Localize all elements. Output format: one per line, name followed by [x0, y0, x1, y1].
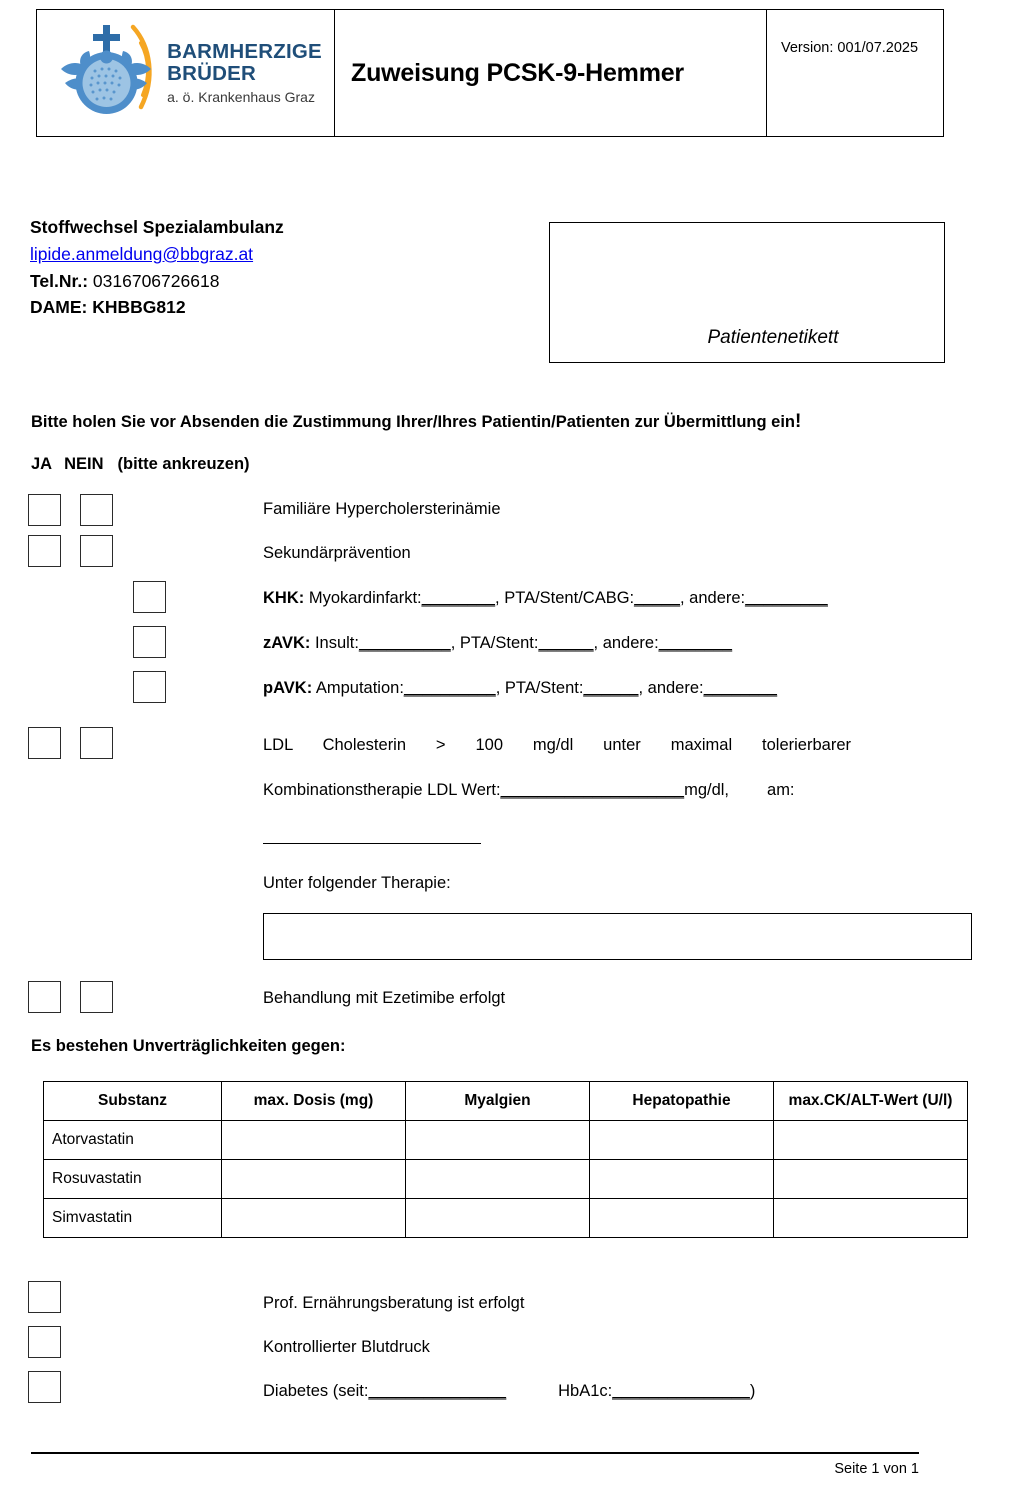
email-link[interactable]: lipide.anmeldung@bbgraz.at [30, 243, 254, 264]
checkbox-familiaere-hypercholesterinaemie-nein[interactable] [80, 494, 113, 526]
table-row [44, 1160, 968, 1199]
ldl-date-label: am: [767, 781, 795, 799]
col-header-max-ck-alt: max.CK/ALT-Wert (U/l) [774, 1082, 968, 1121]
ja-nein-header [31, 455, 250, 474]
cell-dose-simvastatin[interactable] [222, 1199, 406, 1238]
therapy-input-box[interactable] [263, 913, 972, 960]
checkbox-zavk[interactable] [133, 626, 166, 658]
footer-divider [31, 1452, 919, 1454]
cell-ck-alt-simvastatin[interactable] [774, 1199, 968, 1238]
label-pavk [263, 679, 777, 698]
pavk-rest-1: Amputation: [312, 679, 404, 697]
zavk-bold: zAVK: [263, 634, 311, 652]
footer-page-number: Seite 1 von 1 [834, 1461, 919, 1477]
zavk-rest-3: , andere: [593, 634, 659, 652]
cell-myalgien-atorvastatin[interactable] [406, 1121, 590, 1160]
col-header-myalgien: Myalgien [406, 1082, 590, 1121]
pavk-rest-2: , PTA/Stent: [495, 679, 584, 697]
dame-value: KHBBG812 [92, 297, 186, 318]
department-name: Stoffwechsel Spezialambulanz [30, 217, 284, 237]
cell-substance-rosuvastatin: Rosuvastatin [44, 1160, 222, 1199]
patient-label-caption: Patientenetikett [707, 327, 839, 348]
logo-wordmark [167, 41, 322, 104]
diabetes-close: ) [749, 1382, 756, 1400]
col-header-hepatopathie: Hepatopathie [590, 1082, 774, 1121]
contact-block [30, 214, 284, 321]
hospital-logo [55, 21, 322, 125]
pavk-bold: pAVK: [263, 679, 313, 697]
table-row [44, 1199, 968, 1238]
checkbox-diabetes[interactable] [28, 1371, 61, 1403]
header-title-cell [335, 10, 767, 136]
label-zavk [263, 634, 732, 653]
khk-rest-3: , andere: [680, 589, 746, 607]
hba1c-label: HbA1c: [558, 1382, 613, 1400]
checkbox-kontrollierter-blutdruck[interactable] [28, 1326, 61, 1358]
pavk-blank-2[interactable]: ______ [583, 679, 639, 697]
cell-hepatopathie-simvastatin[interactable] [590, 1199, 774, 1238]
label-ezetimibe: Behandlung mit Ezetimibe erfolgt [263, 989, 506, 1007]
cell-hepatopathie-atorvastatin[interactable] [590, 1121, 774, 1160]
khk-bold: KHK: [263, 589, 305, 607]
nein-label: NEIN [64, 455, 104, 473]
diabetes-seit-blank[interactable]: _______________ [368, 1382, 507, 1400]
checkbox-sekundaerpraevention-nein[interactable] [80, 535, 113, 567]
label-kontrollierter-blutdruck: Kontrollierter Blutdruck [263, 1338, 430, 1356]
khk-rest-1: Myokardinfarkt: [304, 589, 422, 607]
consent-exclamation: ! [795, 411, 802, 432]
ldl-date-blank-rule[interactable] [263, 843, 481, 844]
khk-blank-2[interactable]: _____ [634, 589, 681, 607]
table-row [44, 1121, 968, 1160]
zavk-rest-1: Insult: [310, 634, 359, 652]
logo-line-2: BRÜDER [167, 62, 256, 86]
cell-dose-rosuvastatin[interactable] [222, 1160, 406, 1199]
diabetes-pre: Diabetes (seit: [263, 1382, 369, 1400]
cell-dose-atorvastatin[interactable] [222, 1121, 406, 1160]
label-familiaere-hypercholesterinaemie: Familiäre Hypercholersterinämie [263, 500, 501, 518]
logo-line-1: BARMHERZIGE [167, 40, 322, 64]
consent-text: Bitte holen Sie vor Absenden die Zustimmung Ihrer/Ihres Patientin/Patienten zur Übermittlung ein [31, 413, 795, 431]
label-khk [263, 589, 828, 608]
cell-ck-alt-rosuvastatin[interactable] [774, 1160, 968, 1199]
checkbox-ldl-ja[interactable] [28, 727, 61, 759]
pomegranate-emblem-icon [55, 21, 163, 125]
checkbox-ezetimibe-nein[interactable] [80, 981, 113, 1013]
cell-substance-atorvastatin: Atorvastatin [44, 1121, 222, 1160]
version-text: Version: 001/07.2025 [781, 40, 919, 56]
checkbox-sekundaerpraevention-ja[interactable] [28, 535, 61, 567]
checkbox-familiaere-hypercholesterinaemie-ja[interactable] [28, 494, 61, 526]
header-version-cell [767, 10, 943, 136]
checkbox-ezetimibe-ja[interactable] [28, 981, 61, 1013]
col-header-max-dosis: max. Dosis (mg) [222, 1082, 406, 1121]
label-diabetes [263, 1382, 755, 1401]
form-title: Zuweisung PCSK-9-Hemmer [351, 58, 684, 87]
cell-ck-alt-atorvastatin[interactable] [774, 1121, 968, 1160]
ankreuzen-hint: (bitte ankreuzen) [117, 455, 250, 473]
khk-rest-2: , PTA/Stent/CABG: [495, 589, 635, 607]
checkbox-pavk[interactable] [133, 671, 166, 703]
zavk-rest-2: , PTA/Stent: [450, 634, 539, 652]
khk-blank-1[interactable]: ________ [421, 589, 496, 607]
ldl-paragraph-line-2 [263, 781, 898, 800]
zavk-blank-1[interactable]: __________ [358, 634, 451, 652]
ldl-wert-unit: mg/dl, [684, 781, 730, 799]
checkbox-ldl-nein[interactable] [80, 727, 113, 759]
table-header-row [44, 1082, 968, 1121]
ldl-paragraph-line-1: LDL Cholesterin > 100 mg/dl unter maximal tolerierbarer [263, 736, 851, 754]
dame-label: DAME: [30, 297, 88, 318]
ja-label: JA [31, 455, 53, 473]
pavk-blank-3[interactable]: ________ [703, 679, 778, 697]
label-ernaehrungsberatung: Prof. Ernährungsberatung ist erfolgt [263, 1294, 525, 1312]
ldl-wert-pre: Kombinationstherapie LDL Wert: [263, 781, 501, 799]
checkbox-khk[interactable] [133, 581, 166, 613]
cell-myalgien-rosuvastatin[interactable] [406, 1160, 590, 1199]
header-logo-cell [37, 10, 335, 136]
zavk-blank-2[interactable]: ______ [538, 634, 594, 652]
header-table [36, 9, 944, 137]
khk-blank-3[interactable]: _________ [745, 589, 828, 607]
zavk-blank-3[interactable]: ________ [658, 634, 733, 652]
pavk-rest-3: , andere: [638, 679, 704, 697]
hba1c-blank[interactable]: _______________ [612, 1382, 750, 1400]
intolerance-table [43, 1081, 968, 1238]
cell-myalgien-simvastatin[interactable] [406, 1199, 590, 1238]
col-header-substanz: Substanz [44, 1082, 222, 1121]
intolerance-title: Es bestehen Unverträglichkeiten gegen: [31, 1037, 346, 1055]
consent-instruction [31, 411, 801, 433]
phone-value: 0316706726618 [92, 270, 220, 291]
cell-hepatopathie-rosuvastatin[interactable] [590, 1160, 774, 1199]
cell-substance-simvastatin: Simvastatin [44, 1199, 222, 1238]
phone-label: Tel.Nr.: [30, 270, 89, 291]
label-sekundaerpraevention: Sekundärprävention [263, 544, 411, 562]
checkbox-ernaehrungsberatung[interactable] [28, 1281, 61, 1313]
patient-label-box[interactable] [549, 222, 945, 363]
label-unter-folgender-therapie: Unter folgender Therapie: [263, 874, 451, 892]
pavk-blank-1[interactable]: __________ [403, 679, 496, 697]
logo-line-3: a. ö. Krankenhaus Graz [167, 88, 315, 105]
ldl-wert-blank[interactable]: ____________________ [500, 781, 685, 799]
